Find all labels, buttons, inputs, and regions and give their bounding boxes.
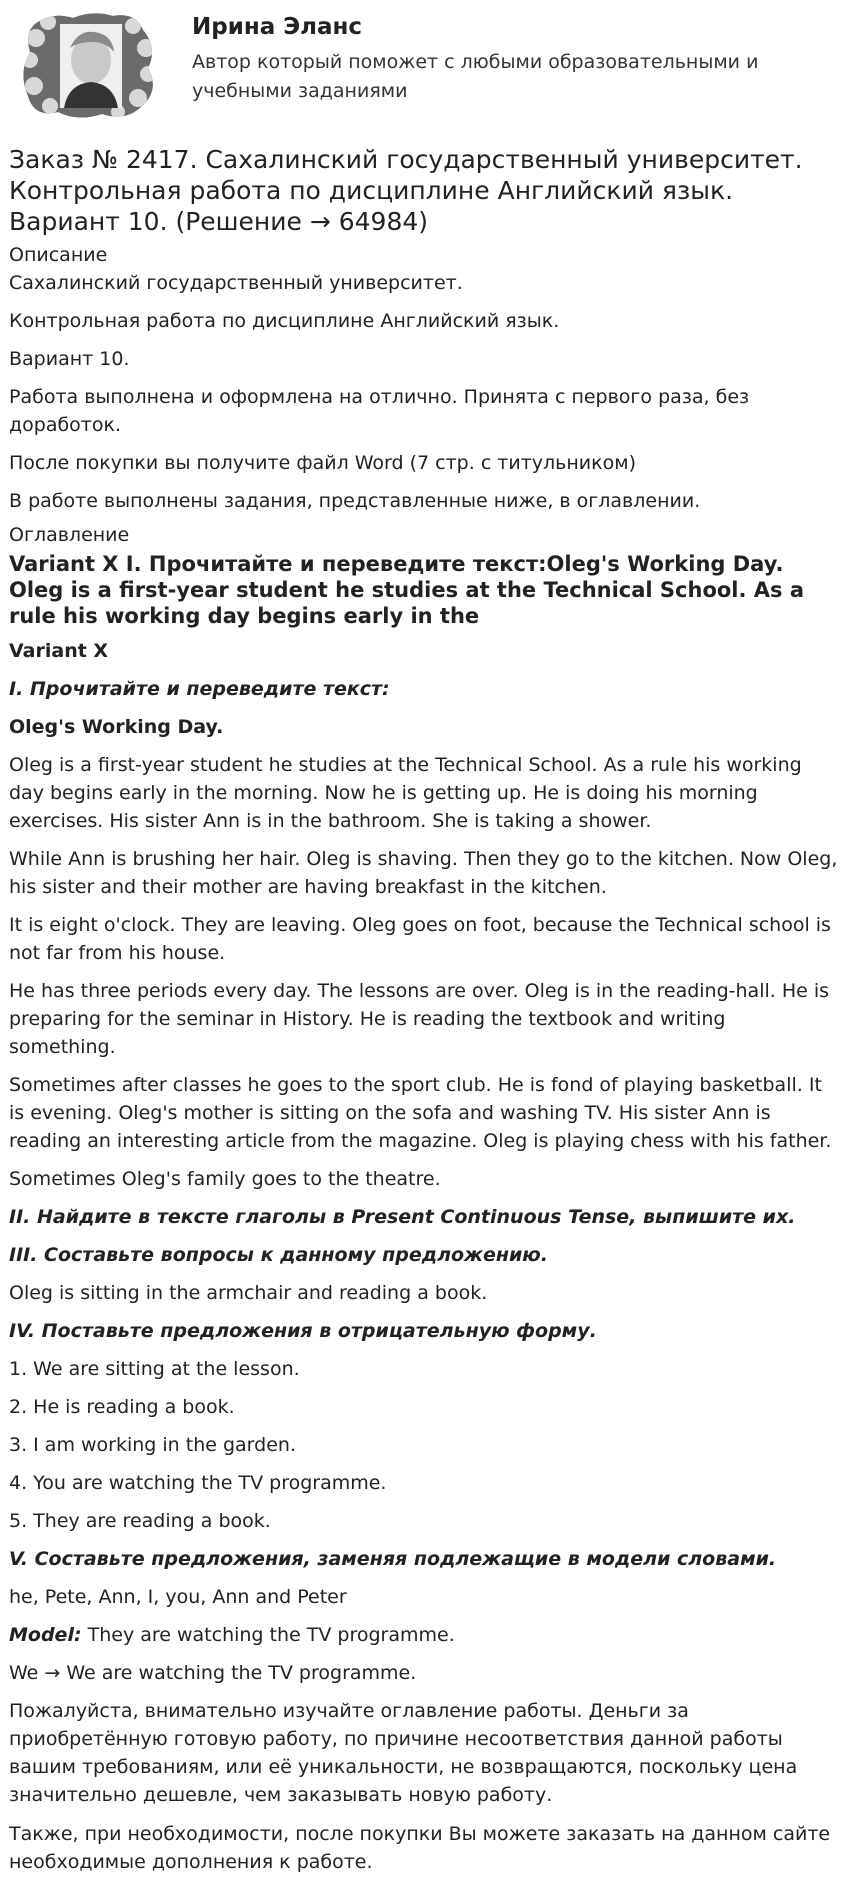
text-title: Oleg's Working Day. bbox=[9, 716, 224, 738]
description-line: В работе выполнены задания, представленные ниже, в оглавлении. bbox=[9, 490, 701, 512]
footer-notes bbox=[9, 1697, 838, 1876]
description-line: Контрольная работа по дисциплине Английский язык. bbox=[9, 310, 560, 332]
toc-title: Variant X I. Прочитайте и переведите текст:Oleg's Working Day. Oleg is a first-year student he studies at the Technical School. As a rule his working day begins early in the bbox=[9, 552, 805, 628]
text-paragraph: Sometimes after classes he goes to the sport club. He is fond of playing basketball. It is evening. Oleg's mother is sitting on the sofa and washing TV. His sister Ann is reading an interesting article from the magazine. Oleg is playing chess with his father. bbox=[9, 1074, 832, 1152]
author-header bbox=[9, 0, 838, 128]
list-item: 4. You are watching the TV programme. bbox=[9, 1472, 387, 1494]
text-paragraph: While Ann is brushing her hair. Oleg is shaving. Then they go to the kitchen. Now Oleg, his sister and their mother are having breakfast in the kitchen. bbox=[9, 848, 838, 898]
list-item: 1. We are sitting at the lesson. bbox=[9, 1358, 300, 1380]
order-title: Заказ № 2417. Сахалинский государственный университет. Контрольная работа по дисциплине Английский язык. Вариант 10. (Решение → 64984) bbox=[9, 145, 803, 236]
task-words: he, Pete, Ann, I, you, Ann and Peter bbox=[9, 1586, 347, 1608]
footer-note: Пожалуйста, внимательно изучайте оглавление работы. Деньги за приобретённую готовую работу, по причине несоответствия данной работы вашим требованиям, или её уникальности, не возвращаются, поскольку цена значительно дешевле, чем заказывать новую работу. bbox=[9, 1700, 798, 1806]
model-label: Model: bbox=[9, 1624, 82, 1646]
description-label: Описание bbox=[9, 244, 108, 266]
list-item: 2. He is reading a book. bbox=[9, 1396, 235, 1418]
toc-label: Оглавление bbox=[9, 524, 130, 546]
toc-content bbox=[9, 637, 838, 1687]
description-section bbox=[9, 269, 838, 515]
author-avatar[interactable] bbox=[18, 8, 161, 123]
task-heading: IV. Поставьте предложения в отрицательную форму. bbox=[9, 1320, 597, 1342]
description-line: Сахалинский государственный университет. bbox=[9, 272, 463, 294]
list-item: 3. I am working in the garden. bbox=[9, 1434, 296, 1456]
text-paragraph: Sometimes Oleg's family goes to the theatre. bbox=[9, 1168, 441, 1190]
text-paragraph: He has three periods every day. The lessons are over. Oleg is in the reading-hall. He is preparing for the seminar in History. He is reading the textbook and writing something. bbox=[9, 980, 830, 1058]
text-paragraph: Oleg is a first-year student he studies at the Technical School. As a rule his working day begins early in the morning. Now he is getting up. He is doing his morning exercises. His sister Ann is in the bathroom. She is taking a shower. bbox=[9, 754, 802, 832]
author-description: Автор который поможет с любыми образовательными и учебными заданиями bbox=[192, 51, 759, 102]
description-line: Работа выполнена и оформлена на отлично. Принята с первого раза, без доработок. bbox=[9, 386, 750, 436]
author-name[interactable]: Ирина Эланс bbox=[192, 14, 363, 40]
text-paragraph: It is eight o'clock. They are leaving. Oleg goes on foot, because the Technical school is not far from his house. bbox=[9, 914, 831, 964]
example-line: We → We are watching the TV programme. bbox=[9, 1662, 417, 1684]
variant-heading: Variant X bbox=[9, 640, 109, 662]
task-heading: V. Составьте предложения, заменяя подлежащие в модели словами. bbox=[9, 1548, 777, 1570]
task-sentence: Oleg is sitting in the armchair and reading a book. bbox=[9, 1282, 488, 1304]
description-line: После покупки вы получите файл Word (7 стр. с титульником) bbox=[9, 452, 636, 474]
list-item: 5. They are reading a book. bbox=[9, 1510, 271, 1532]
model-text: They are watching the TV programme. bbox=[81, 1624, 455, 1646]
task-heading: I. Прочитайте и переведите текст: bbox=[9, 678, 390, 700]
footer-note: Также, при необходимости, после покупки Вы можете заказать на данном сайте необходимые дополнения к работе. bbox=[9, 1823, 831, 1873]
task-heading: II. Найдите в тексте глаголы в Present Continuous Tense, выпишите их. bbox=[9, 1206, 796, 1228]
task-heading: III. Составьте вопросы к данному предложению. bbox=[9, 1244, 548, 1266]
description-line: Вариант 10. bbox=[9, 348, 130, 370]
model-line bbox=[9, 1621, 838, 1649]
